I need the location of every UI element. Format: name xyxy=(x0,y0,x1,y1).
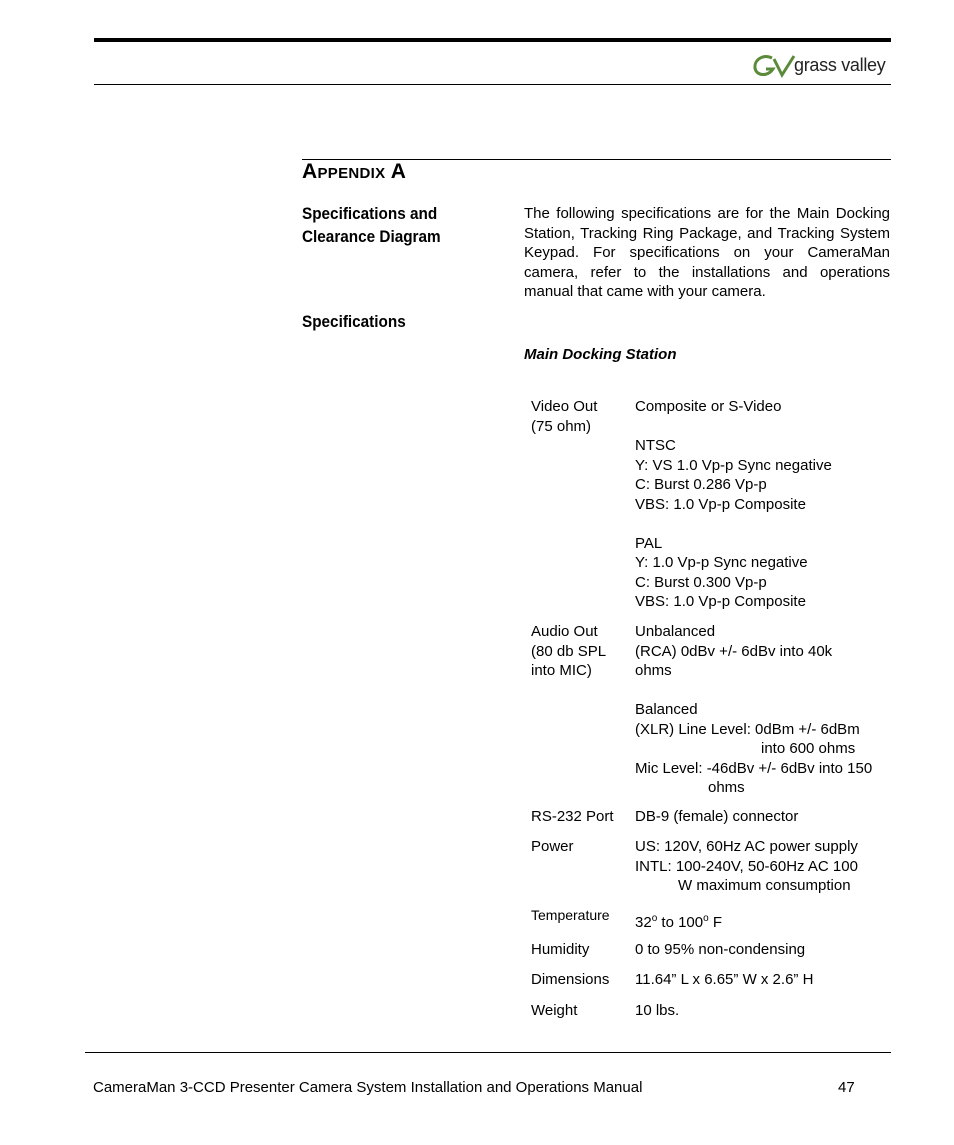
spec-value-dimensions: 11.64” L x 6.65” W x 2.6” H xyxy=(635,971,814,988)
page-number: 47 xyxy=(838,1079,855,1096)
spec-label-video-out: Video Out (75 ohm) xyxy=(531,398,598,435)
spec-label-weight: Weight xyxy=(531,1002,578,1019)
spec-label-audio-out: Audio Out (80 db SPL into MIC) xyxy=(531,623,607,679)
appendix-title xyxy=(302,160,406,184)
appendix-initial: A xyxy=(302,160,318,183)
spec-label-temperature: Temperature xyxy=(531,907,610,923)
main-docking-station-heading: Main Docking Station xyxy=(524,346,677,363)
spec-value-rs232: DB-9 (female) connector xyxy=(635,808,799,825)
grass-valley-logo xyxy=(752,53,892,79)
spec-label-dimensions: Dimensions xyxy=(531,971,610,988)
gv-swoosh-icon xyxy=(752,53,796,79)
spec-label-rs232: RS-232 Port xyxy=(531,808,614,825)
spec-value-humidity: 0 to 95% non-condensing xyxy=(635,941,806,958)
appendix-smallcaps: PPENDIX xyxy=(317,165,386,182)
appendix-letter: A xyxy=(390,160,407,183)
spec-label-humidity: Humidity xyxy=(531,941,590,958)
section-heading-specs-clearance: Specifications and Clearance Diagram xyxy=(302,204,441,246)
spec-value-power: US: 120V, 60Hz AC power supply INTL: 100-240V, 50-60Hz AC 100 W maximum consumption xyxy=(635,838,858,894)
logo-text: grass valley xyxy=(794,55,886,75)
spec-value-temperature: 32$^o$ to 100$^o$ F xyxy=(635,913,723,931)
footer-rule xyxy=(85,1052,891,1053)
spec-value-weight: 10 lbs. xyxy=(635,1002,680,1019)
section-heading-specifications: Specifications xyxy=(302,312,406,331)
intro-paragraph: The following specifications are for the Main Docking Station, Tracking Ring Package, and Tracking System Keypad. For specifications on your CameraMan camera, refer to the installations and operations manual that came with your camera. xyxy=(524,205,890,300)
header-bottom-rule xyxy=(94,84,891,85)
header-top-rule xyxy=(94,38,891,42)
spec-value-video-out: Composite or S-Video NTSC Y: VS 1.0 Vp-p Sync negative C: Burst 0.286 Vp-p VBS: 1.0 Vp-p Composite PAL Y: 1.0 Vp-p Sync negative C: Burst 0.300 Vp-p VBS: 1.0 Vp-p Composite xyxy=(635,398,832,610)
footer-title: CameraMan 3-CCD Presenter Camera System Installation and Operations Manual xyxy=(93,1079,643,1096)
spec-value-audio-out: Unbalanced (RCA) 0dBv +/- 6dBv into 40k ohms Balanced (XLR) Line Level: 0dBm +/- 6dBm into 600 ohms Mic Level: -46dBv +/- 6dBv into 150 ohms xyxy=(635,623,873,796)
spec-label-power: Power xyxy=(531,838,574,855)
